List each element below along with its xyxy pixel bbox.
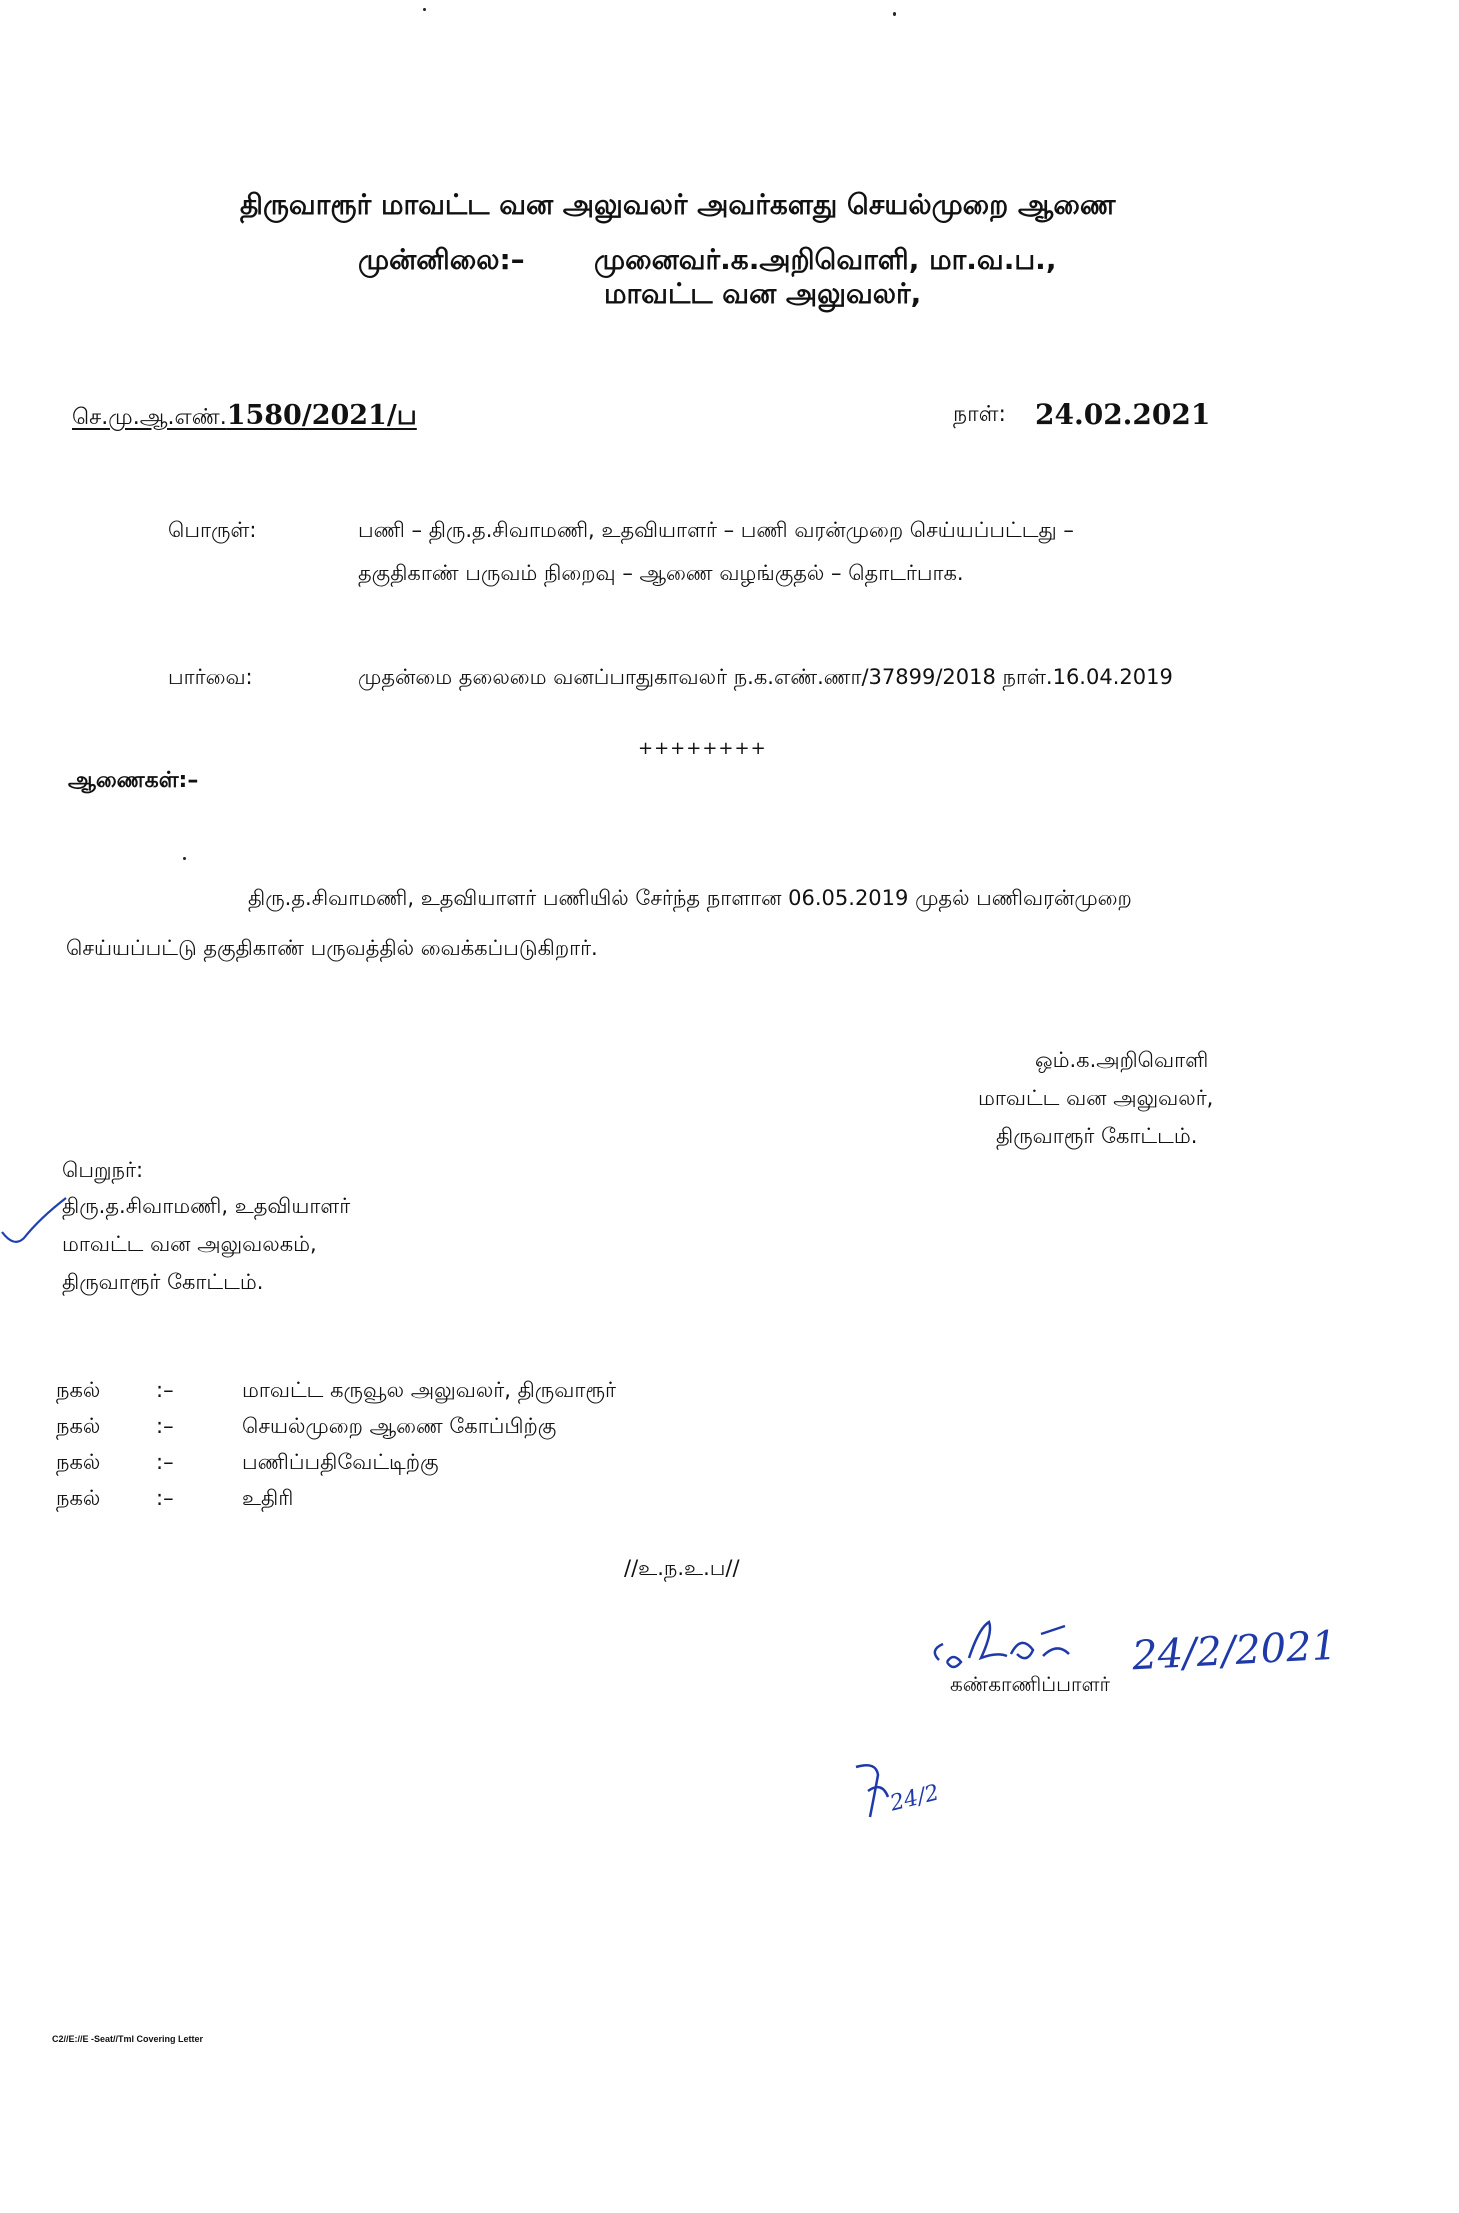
scan-speck xyxy=(893,12,896,16)
footer-file-path: C2//E://E -Seat//Tml Covering Letter xyxy=(52,2034,204,2044)
order-number-line xyxy=(72,400,417,435)
subject-label: பொருள்: xyxy=(168,518,257,542)
copy-label: நகல் xyxy=(56,1378,101,1402)
copy-text: பணிப்பதிவேட்டிற்கு xyxy=(242,1450,439,1474)
officer-name: முனைவர்.க.அறிவொளி, மா.வ.ப., xyxy=(594,243,1057,276)
orders-paragraph-line-1: திரு.த.சிவாமணி, உதவியாளர் பணியில் சேர்ந்த நாளான 06.05.2019 முதல் பணிவரன்முறை xyxy=(248,886,1132,910)
copy-separator: :– xyxy=(156,1486,174,1510)
order-date: 24.02.2021 xyxy=(1035,398,1211,431)
copy-text: செயல்முறை ஆணை கோப்பிற்கு xyxy=(242,1414,557,1438)
copy-text: மாவட்ட கருவூல அலுவலர், திருவாரூர் xyxy=(242,1378,616,1402)
copy-separator: :– xyxy=(156,1378,174,1402)
reference-label: பார்வை: xyxy=(168,665,253,689)
subject-line-2: தகுதிகாண் பருவம் நிறைவு – ஆணை வழங்குதல் – தொடர்பாக. xyxy=(358,561,964,585)
date-label: நாள்: xyxy=(953,402,1006,427)
copy-text: உதிரி xyxy=(242,1486,294,1510)
scan-speck xyxy=(183,857,186,860)
recipient-label: பெறுநர்: xyxy=(62,1158,144,1182)
scan-speck xyxy=(423,8,426,11)
handwritten-date: 24/2/2021 xyxy=(1130,1622,1339,1680)
recipient-line-3: திருவாரூர் கோட்டம். xyxy=(62,1270,264,1294)
presence-label: முன்னிலை:– xyxy=(358,243,525,276)
copy-separator: :– xyxy=(156,1414,174,1438)
tick-mark-icon xyxy=(0,1180,70,1260)
copy-label: நகல் xyxy=(56,1414,101,1438)
copy-separator: :– xyxy=(156,1450,174,1474)
reference-text: முதன்மை தலைமை வனப்பாதுகாவலர் ந.க.எண்.ணா/37899/2018 நாள்.16.04.2019 xyxy=(358,665,1173,689)
copy-label: நகல் xyxy=(56,1450,101,1474)
handwritten-initials-date: 24/2 xyxy=(887,1780,942,1817)
orders-heading: ஆணைகள்:– xyxy=(68,768,199,793)
separator: ++++++++ xyxy=(638,738,767,759)
document-title: திருவாரூர் மாவட்ட வன அலுவலர் அவர்களது செயல்முறை ஆணை xyxy=(240,188,1116,221)
officer-designation: மாவட்ட வன அலுவலர், xyxy=(604,277,922,310)
copy-label: நகல் xyxy=(56,1486,101,1510)
signature-name: ஒம்.க.அறிவொளி xyxy=(1035,1048,1209,1072)
signature-office: திருவாரூர் கோட்டம். xyxy=(996,1124,1198,1148)
recipient-line-1: திரு.த.சிவாமணி, உதவியாளர் xyxy=(62,1194,351,1218)
subject-line-1: பணி – திரு.த.சிவாமணி, உதவியாளர் – பணி வரன்முறை செய்யப்பட்டது – xyxy=(358,518,1074,542)
orders-paragraph-line-2: செய்யப்பட்டு தகுதிகாண் பருவத்தில் வைக்கப்படுகிறார். xyxy=(66,936,598,960)
true-copy-mark: //உ.ந.உ.ப// xyxy=(624,1556,740,1580)
superintendent-label: கண்காணிப்பாளர் xyxy=(950,1672,1110,1696)
order-number-label: செ.மு.ஆ.எண். xyxy=(72,405,227,430)
order-number: 1580/2021/ப xyxy=(226,400,417,431)
signature-designation: மாவட்ட வன அலுவலர், xyxy=(978,1086,1214,1110)
recipient-line-2: மாவட்ட வன அலுவலகம், xyxy=(62,1232,317,1256)
